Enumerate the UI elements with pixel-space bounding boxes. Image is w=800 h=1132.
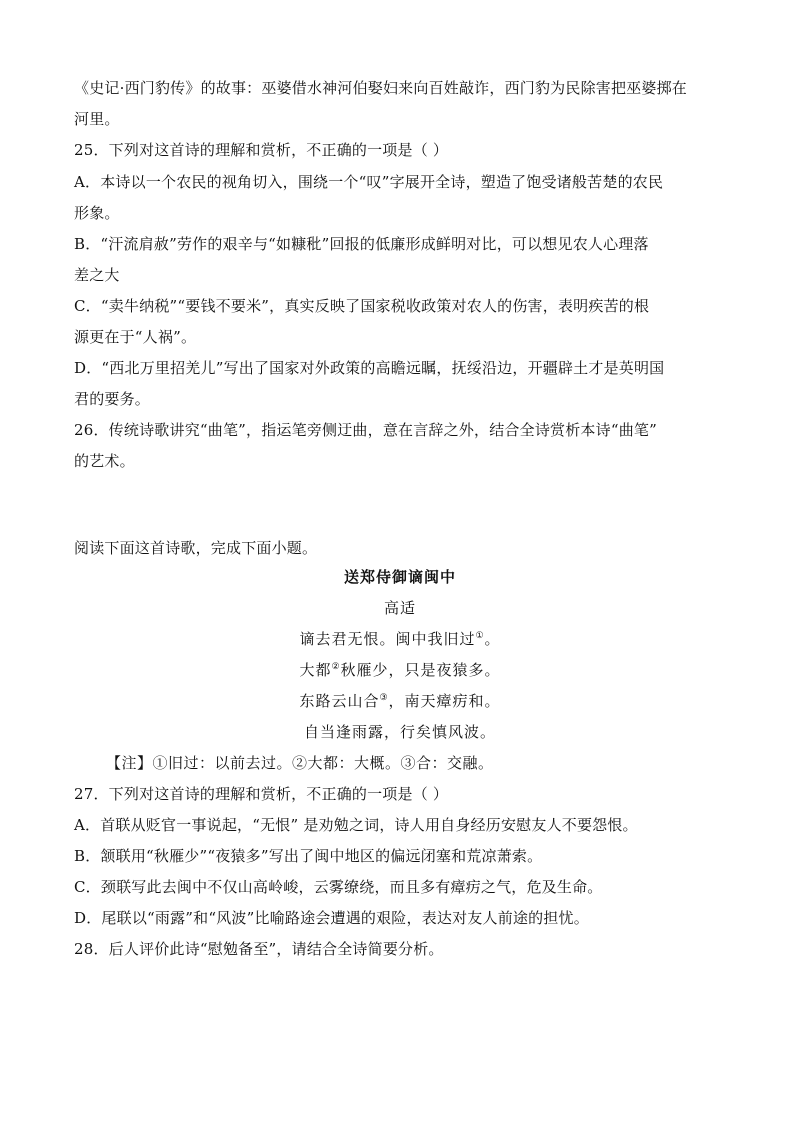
question-25-option-b-line-1: B．“汗流肩赦”劳作的艰辛与“如糠秕”回报的低廉形成鲜明对比，可以想见农人心理落 [74, 235, 649, 253]
poem-line-2-text-end: 秋雁少，只是夜猿多。 [340, 661, 501, 679]
poem-line-3-text-start: 东路云山合 [299, 692, 380, 710]
footnote-marker-1: ① [475, 631, 485, 641]
question-25-option-c-line-1: C．“卖牛纳税”“要钱不要米”，真实反映了国家税收政策对农人的伤害，表明疾苦的根 [74, 297, 650, 315]
question-27-option-c: C．颈联写此去闽中不仅山高岭峻，云雾缭绕，而且多有瘴疠之气，危及生命。 [74, 878, 603, 896]
footnote-marker-2: ② [331, 662, 341, 672]
question-27-option-a: A．首联从贬官一事说起，“无恨” 是劝勉之词，诗人用自身经历安慰友人不要怨恨。 [74, 816, 638, 834]
question-25-option-b-line-2: 差之大 [74, 266, 120, 284]
poem-line-3-text-end: ，南天瘴疠和。 [388, 692, 501, 710]
reading-instruction: 阅读下面这首诗歌，完成下面小题。 [74, 539, 318, 557]
poem-line-2-text-start: 大都 [299, 661, 332, 679]
poem-line-4: 自当逢雨露，行矣慎风波。 [303, 723, 496, 741]
question-27-stem: 27．下列对这首诗的理解和赏析，不正确的一项是（ ） [74, 785, 449, 803]
question-25-option-a-line-2: 形象。 [74, 204, 120, 222]
poem-line-3 [0, 691, 800, 711]
question-26-line-1: 26．传统诗歌讲究“曲笔”，指运笔旁侧迂曲，意在言辞之外，结合全诗赏析本诗“曲笔” [74, 421, 657, 439]
question-27-option-d: D．尾联以“雨露”和“风波”比喻路途会遭遇的艰险，表达对友人前途的担忧。 [74, 909, 589, 927]
poem-line-1-text: 谪去君无恨。闽中我旧过 [299, 630, 476, 648]
question-25-option-a-line-1: A．本诗以一个农民的视角切入，围绕一个“叹”字展开全诗，塑造了饱受诸般苦楚的农民 [74, 173, 664, 191]
question-26-line-2: 的艺术。 [74, 452, 135, 470]
question-25-stem: 25．下列对这首诗的理解和赏析，不正确的一项是（ ） [74, 141, 449, 159]
poem-line-1 [0, 629, 800, 649]
question-25-option-d-line-2: 君的要务。 [74, 390, 151, 408]
poem-line-2 [0, 660, 800, 680]
poem-title: 送郑侍御谪闽中 [343, 568, 456, 586]
question-25-option-c-line-2: 源更在于“人祸”。 [74, 328, 197, 346]
context-text-line-2: 河里。 [74, 110, 120, 128]
question-27-option-b: B．颔联用“秋雁少”“夜猿多”写出了闽中地区的偏远闭塞和荒凉萧索。 [74, 847, 543, 865]
poem-line-1-end: 。 [484, 630, 501, 648]
footnote-marker-3: ③ [379, 693, 389, 703]
poem-author: 高适 [383, 599, 416, 617]
question-25-option-d-line-1: D．“西北万里招羌儿”写出了国家对外政策的高瞻远瞩，抚绥沿边，开疆辟土才是英明国 [74, 359, 665, 377]
poem-notes: 【注】①旧过：以前去过。②大都：大概。③合：交融。 [106, 754, 494, 772]
context-text-line-1: 《史记·西门豹传》的故事：巫婆借水神河伯娶妇来向百姓敲诈，西门豹为民除害把巫婆掷在 [74, 79, 687, 97]
question-28: 28．后人评价此诗“慰勉备至”，请结合全诗简要分析。 [74, 940, 444, 958]
